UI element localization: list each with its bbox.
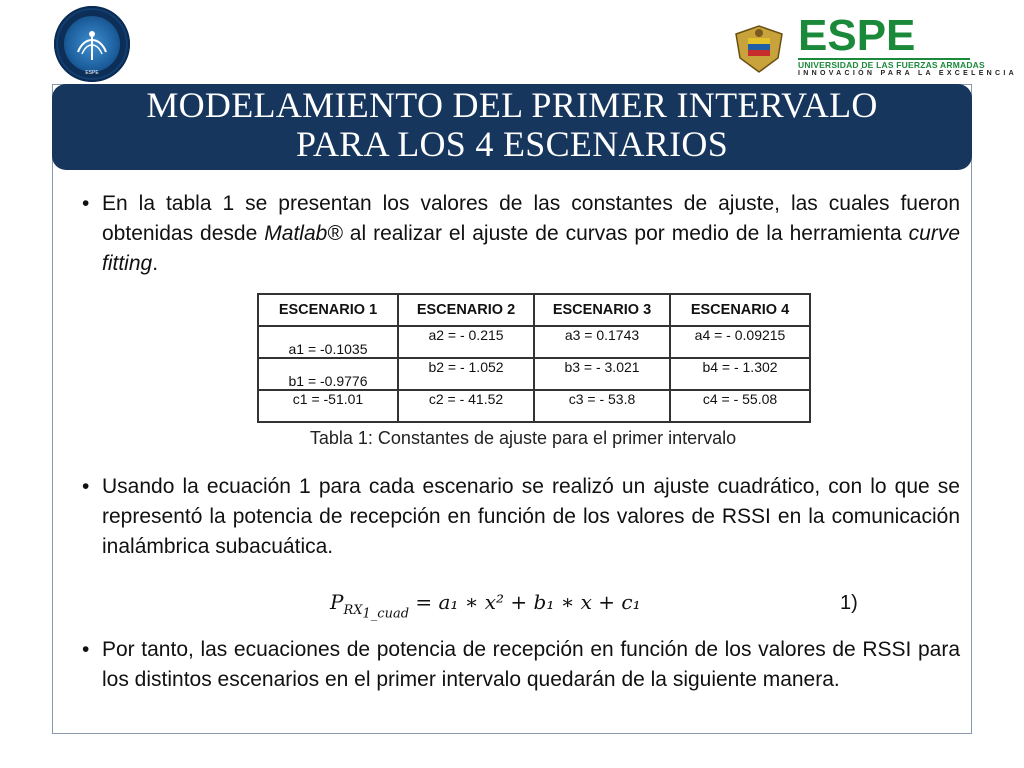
table-cell: b4 = - 1.302: [670, 358, 810, 390]
seal-emblem-icon: [54, 6, 130, 82]
title-banner: [52, 84, 972, 170]
bullet-dot: •: [82, 192, 90, 215]
table-caption: Tabla 1: Constantes de ajuste para el primer intervalo: [309, 428, 737, 448]
table-cell: a2 = - 0.215: [398, 326, 534, 358]
table-cell: c2 = - 41.52: [398, 390, 534, 422]
university-name: UNIVERSIDAD DE LAS FUERZAS ARMADAS: [798, 60, 985, 70]
espe-logo: [732, 14, 1017, 82]
bullet-3-text: Por tanto, las ecuaciones de potencia de recepción en función de los valores de RSSI para los distintos escenarios en el primer intervalo quedarán de la siguiente manera.: [102, 638, 960, 691]
table-cell: a3 = 0.1743: [534, 326, 670, 358]
equation-symbol: P: [330, 590, 344, 614]
bullet-1: [82, 189, 960, 279]
slide-title: [52, 84, 972, 164]
crest-icon: [732, 24, 786, 76]
table-cell: c3 = - 53.8: [534, 390, 670, 422]
table-header: ESCENARIO 2: [398, 294, 534, 326]
bullet-3: [82, 635, 960, 695]
constants-table: [257, 293, 811, 423]
table-header: ESCENARIO 3: [534, 294, 670, 326]
bullet-dot: •: [82, 638, 90, 661]
table-header: ESCENARIO 1: [258, 294, 398, 326]
bullet-dot: •: [82, 475, 90, 498]
table-header-row: [258, 294, 810, 326]
table-row: [258, 358, 810, 390]
svg-text:ESPE: ESPE: [798, 14, 916, 54]
table-cell: a1 = -0.1035: [258, 326, 398, 358]
bullet-2: [82, 472, 960, 562]
espe-wordmark: [798, 14, 972, 54]
table-row: [258, 390, 810, 422]
equation-sub: RX: [343, 603, 363, 618]
university-motto: INNOVACIÓN PARA LA EXCELENCIA: [798, 70, 1017, 77]
equation-subsub: 1_cuad: [362, 606, 410, 622]
table-cell: a4 = - 0.09215: [670, 326, 810, 358]
title-line-2: PARA LOS 4 ESCENARIOS: [295, 124, 729, 164]
table-header: ESCENARIO 4: [670, 294, 810, 326]
equation-number: 1): [840, 592, 858, 614]
table-cell: b2 = - 1.052: [398, 358, 534, 390]
bullet-1-text: En la tabla 1 se presentan los valores de las constantes de ajuste, las cuales fueron obtenidas desde Matlab® al realizar el ajuste de curvas por medio de la herramienta curve fitting.: [102, 192, 960, 275]
table-row: [258, 326, 810, 358]
table-cell: c4 = - 55.08: [670, 390, 810, 422]
left-seal-logo: [54, 6, 130, 82]
table-cell: c1 = -51.01: [258, 390, 398, 422]
equation-rhs: = a₁ ∗ x² + b₁ ∗ x + c₁: [415, 590, 641, 614]
bullet-2-text: Usando la ecuación 1 para cada escenario se realizó un ajuste cuadrático, con lo que se representó la potencia de recepción en función de los valores de RSSI en la comunicación inalámbrica subacuática.: [102, 475, 960, 558]
table-cell: b3 = - 3.021: [534, 358, 670, 390]
table-cell: b1 = -0.9776: [258, 358, 398, 390]
title-line-1: MODELAMIENTO DEL PRIMER INTERVALO: [146, 85, 878, 125]
svg-text:ESPE: ESPE: [85, 70, 99, 76]
matlab-term: Matlab®: [264, 222, 343, 245]
curve-fitting-term: curve fitting: [102, 222, 960, 275]
equation: [330, 590, 641, 622]
